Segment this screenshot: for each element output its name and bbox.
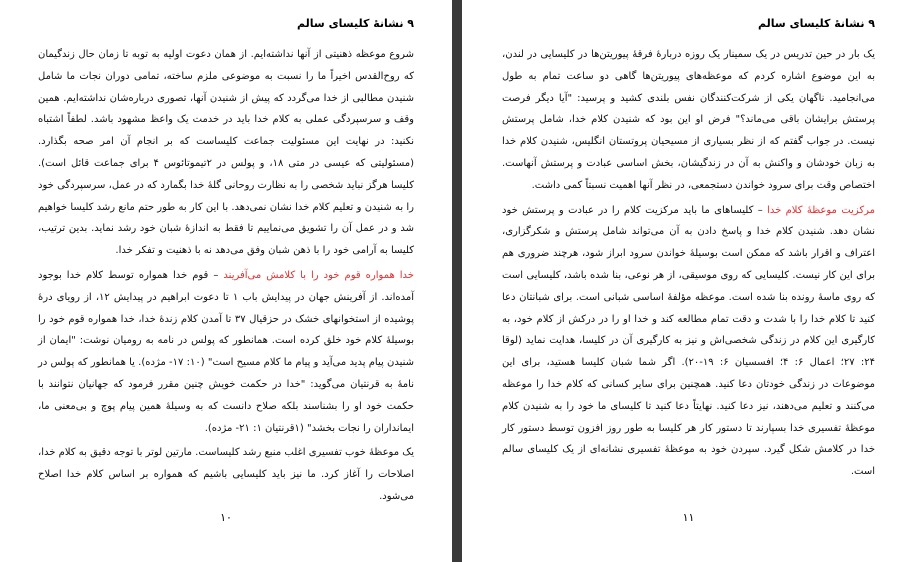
running-header: ۹ نشانهٔ کلیسای سالم <box>297 17 414 30</box>
page-body <box>502 44 875 483</box>
highlighted-heading: مرکزیت موعظهٔ کلام خدا <box>767 204 875 216</box>
page-divider <box>452 0 462 562</box>
paragraph-text: شروع موعظه ذهنیتی از آنها نداشته‌ایم. از همان دعوت اولیه به توبه تا زمان حال زندگیمان که روح‌القدس اخیراً ما را نسبت به موضوعی ملزم ساخته، تمامی دوران نجات ما شامل شنیدن مطالبی از خدا می‌گردد که پیش از شنیدن آنها، تصوری درباره‌شان نداشته‌ایم. همین وقف و سرسپردگی عملی به کلام خدا باید در خدمت یک واعظ مشهود باشد. لطفاً اشتباه نکنید: در نهایت این مسئولیت جماعت کلیساست که بر انجام آن امر صحه بگذارد. (مسئولیتی که عیسی در متی ۱۸، و پولس در ۲تیموتائوس ۴ برای جماعت قائل است). کلیسا هرگز نباید شخصی را به نظارت روحانی گلهٔ خدا بگمارد که در عمل، سرسپردگی خود را به شنیدن و تعلیم کلام خدا نشان نمی‌دهد. با این کار به طور حتم مانع رشد کلیسا خواهیم شد و در عمل آن را تشویق می‌نماییم تا فقط به اندازهٔ شبان خود رشد نماید. بدین ترتیب، کلیسا به آرامی خود را با ذهن شبان وفق می‌دهد نه با ذهنیت و تفکر خدا. <box>38 49 414 257</box>
paragraph <box>38 44 414 262</box>
paragraph-text: – قوم خدا همواره توسط کلام خدا بوجود آمده‌اند. از آفرینش جهان در پیدایش باب ۱ تا دعوت ابراهیم در پیدایش ۱۲، از رویای درهٔ پوشیده از استخوانهای خشک در حزقیال ۳۷ تا آمدن کلام زندهٔ خدا، خدا همواره قوم خود را بوسیلهٔ کلام خود خلق کرده است. همانطور که پولس در نامه به رومیان نوشت: "ایمان از شنیدن پیام پدید می‌آید و پیام ما کلام مسیح است" (۱۰: ۱۷- مژده). یا همانطور که پولس در نامهٔ به قرنتیان می‌گوید: "خدا در حکمت خویش چنین مقرر فرمود که جهانیان نتوانند با حکمت خود او را بشناسند بلکه صلاح دانست که به وسیلهٔ همین پیام پوچ و بی‌معنی ما، ایمانداران را نجات بخشد" (۱قرنتیان ۱: ۲۱- مژده). <box>38 269 414 434</box>
paragraph-text: – کلیساهای ما باید مرکزیت کلام را در عبادت و پرستش خود نشان دهد. شنیدن کلام خدا و پاسخ دادن به آن می‌تواند شامل پرستش و شکرگزاری، اعتراف و اقرار باشد که ممکن است بوسیلهٔ خواندن سرود ابراز شود، هرچند ضروری هم برای این کار نیست. کلیسایی که روی موسیقی، از هر نوعی، بنا شده باشد، کلیسایی است که روی ماسهٔ رونده بنا شده است. موعظه مؤلفهٔ اساسی شبانی است. برای شبانتان دعا کنید تا کلام خدا را با شدت و دقت تمام مطالعه کند و خدا او را در درکش از کلام خود، به کارگیری این کلام در زندگی شخصی‌اش و نیز به کارگیری آن در کلیسا، هدایت نماید (لوقا ۲۴: ۲۷؛ اعمال ۶: ۴؛ افسسیان ۶: ۱۹-۲۰). اگر شما شبان کلیسا هستید، برای این موضوعات در زندگی خودتان دعا کنید. همچنین برای سایر کسانی که کلام خدا را موعظه می‌کنند و تعلیم می‌دهند، نیز دعا کنید. نهایتاً دعا کنید تا کلیسای ما خود را به شنیدن کلام موعظهٔ تفسیری خدا بسپارند تا دستور کار هر کلیسا به طور روز افزون توسط دستور کار خدا در کلامش شکل گیرد. سپردن خود به موعظهٔ تفسیری نشانه‌ای از یک کلیسای سالم است. <box>502 204 875 478</box>
right-page <box>462 0 915 562</box>
paragraph <box>502 44 875 197</box>
paragraph <box>38 442 414 507</box>
left-page <box>0 0 452 562</box>
highlighted-heading: خدا همواره قوم خود را با کلامش می‌آفریند <box>223 269 414 281</box>
page-number: ۱۱ <box>682 511 695 524</box>
paragraph-text: یک موعظهٔ خوب تفسیری اغلب منبع رشد کلیساست. مارتین لوتر با توجه دقیق به کلام خدا، اصلاحات را آغاز کرد. ما نیز باید کلیسایی باشیم که همواره بر اساس کلام خدا اصلاح می‌شود. <box>38 447 414 502</box>
paragraph <box>502 200 875 483</box>
running-header: ۹ نشانهٔ کلیسای سالم <box>758 17 875 30</box>
paragraph <box>38 265 414 439</box>
paragraph-text: یک بار در حین تدریس در یک سمینار یک روزه دربارهٔ فرقهٔ پیوریتن‌ها در کلیسایی در لندن، به این موضوع اشاره کردم که موعظه‌های پیوریتن‌ها گاهی دو ساعت تمام به طول می‌انجامید. ناگهان یکی از شرکت‌کنندگان نفس بلندی کشید و پرسید: "آیا دیگر فرصت پرستش برایشان باقی می‌ماند؟" فرض او این بود که شنیدن کلام خدا، شامل پرستش نیست. در جواب گفتم که از نظر بسیاری از مسیحیان پروتستان انگلیس، شنیدن کلام خدا به زبان خودشان و واکنش به آن در زندگیشان، بخش اساسی عبادت و پرستش آنهاست. اختصاص وقت برای سرود خواندن دستجمعی، در نظر آنها اهمیت نسبتاً کمی داشت. <box>502 49 875 191</box>
page-body <box>38 44 414 508</box>
page-number: ۱۰ <box>220 511 232 524</box>
